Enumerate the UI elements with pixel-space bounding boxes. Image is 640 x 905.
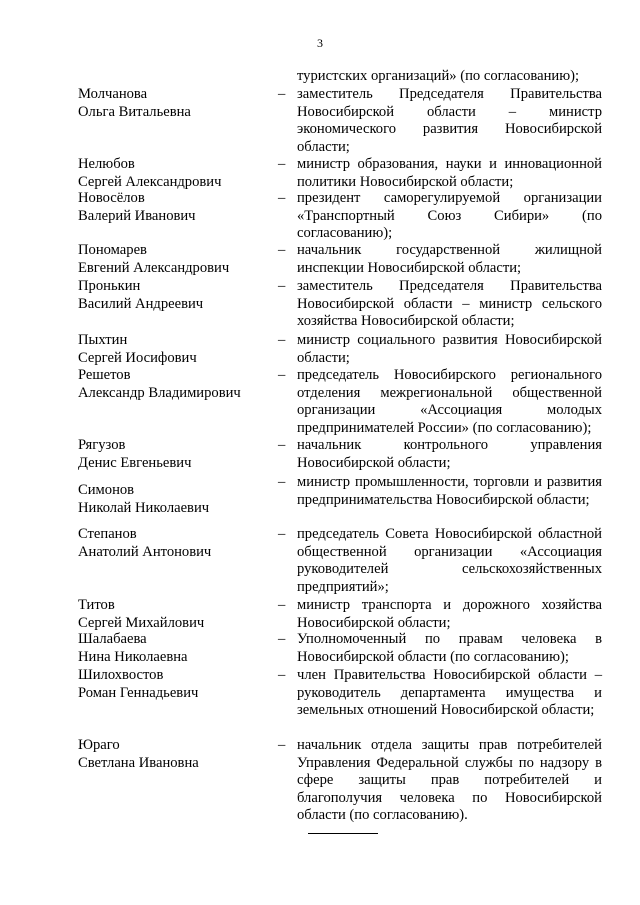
dash: – <box>278 667 286 683</box>
member-surname: Симонов <box>78 482 135 498</box>
member-name <box>78 597 268 632</box>
member-surname: Шилохвостов <box>78 667 164 683</box>
member-role: Уполномоченный по правам человека в Новосибирской области (по согласованию); <box>297 631 602 665</box>
member-surname: Степанов <box>78 526 137 542</box>
member-role: министр транспорта и дорожного хозяйства Новосибирской области; <box>297 597 602 631</box>
dash: – <box>278 190 286 206</box>
member-name <box>78 278 268 313</box>
member-surname: Юраго <box>78 737 120 753</box>
continuation-text: туристских организаций» (по согласованию); <box>297 68 580 84</box>
page-number: 3 <box>317 36 323 50</box>
member-role: начальник отдела защиты прав потребителей Управления Федеральной службы по надзору в сфере защиты прав потребителей и благополучия человека по Новосибирской области (по согласованию). <box>297 737 602 824</box>
dash: – <box>278 526 286 542</box>
member-name <box>78 482 268 517</box>
member-name <box>78 86 268 121</box>
member-given-name: Валерий Иванович <box>78 207 196 224</box>
member-role: начальник контрольного управления Новосибирской области; <box>297 437 602 471</box>
member-role: министр социального развития Новосибирской области; <box>297 332 602 366</box>
dash: – <box>278 597 286 613</box>
member-given-name: Евгений Александрович <box>78 259 230 276</box>
dash: – <box>278 367 286 383</box>
dash: – <box>278 86 286 102</box>
member-given-name: Ольга Витальевна <box>78 103 191 120</box>
dash: – <box>278 156 286 172</box>
member-role: начальник государственной жилищной инспекции Новосибирской области; <box>297 242 602 276</box>
member-surname: Рягузов <box>78 437 126 453</box>
member-given-name: Нина Николаевна <box>78 648 188 665</box>
dash: – <box>278 737 286 753</box>
member-name <box>78 332 268 367</box>
dash: – <box>278 474 286 490</box>
member-role: президент саморегулируемой организации «Транспортный Союз Сибири» (по согласованию); <box>297 190 602 242</box>
member-name <box>78 156 268 191</box>
member-name <box>78 190 268 225</box>
member-role: председатель Новосибирского регионального отделения межрегиональной общественной организации «Ассоциация молодых предпринимателей России» (по согласованию); <box>297 367 602 436</box>
member-given-name: Светлана Ивановна <box>78 754 199 771</box>
member-surname: Решетов <box>78 367 131 383</box>
member-given-name: Анатолий Антонович <box>78 543 212 560</box>
member-role: министр образования, науки и инновационной политики Новосибирской области; <box>297 156 602 190</box>
dash: – <box>278 437 286 453</box>
member-surname: Пронькин <box>78 278 141 294</box>
member-given-name: Роман Геннадьевич <box>78 684 199 701</box>
member-given-name: Денис Евгеньевич <box>78 454 192 471</box>
member-surname: Пыхтин <box>78 332 128 348</box>
member-name <box>78 367 268 402</box>
member-name <box>78 631 268 666</box>
member-given-name: Василий Андреевич <box>78 295 204 312</box>
member-role: председатель Совета Новосибирской областной общественной организации «Ассоциация руководителей сельскохозяйственных предприятий»; <box>297 526 602 595</box>
dash: – <box>278 631 286 647</box>
member-name <box>78 437 268 472</box>
member-surname: Титов <box>78 597 115 613</box>
dash: – <box>278 332 286 348</box>
member-given-name: Сергей Александрович <box>78 173 222 190</box>
member-role: член Правительства Новосибирской области – руководитель департамента имущества и земельных отношений Новосибирской области; <box>297 667 602 719</box>
member-name <box>78 526 268 561</box>
member-surname: Новосёлов <box>78 190 145 206</box>
member-given-name: Александр Владимирович <box>78 384 241 401</box>
dash: – <box>278 278 286 294</box>
member-given-name: Николай Николаевич <box>78 499 210 516</box>
member-surname: Молчанова <box>78 86 148 102</box>
member-name <box>78 737 268 772</box>
member-role: министр промышленности, торговли и развития предпринимательства Новосибирской области; <box>297 474 602 508</box>
member-name <box>78 242 268 277</box>
member-surname: Пономарев <box>78 242 147 258</box>
end-rule <box>308 833 378 834</box>
member-surname: Нелюбов <box>78 156 135 172</box>
member-name <box>78 667 268 702</box>
member-role: заместитель Председателя Правительства Новосибирской области – министр сельского хозяйства Новосибирской области; <box>297 278 602 330</box>
member-role: заместитель Председателя Правительства Новосибирской области – министр экономического развития Новосибирской области; <box>297 86 602 155</box>
member-given-name: Сергей Иосифович <box>78 349 197 366</box>
member-surname: Шалабаева <box>78 631 147 647</box>
dash: – <box>278 242 286 258</box>
member-given-name: Сергей Михайлович <box>78 614 205 631</box>
